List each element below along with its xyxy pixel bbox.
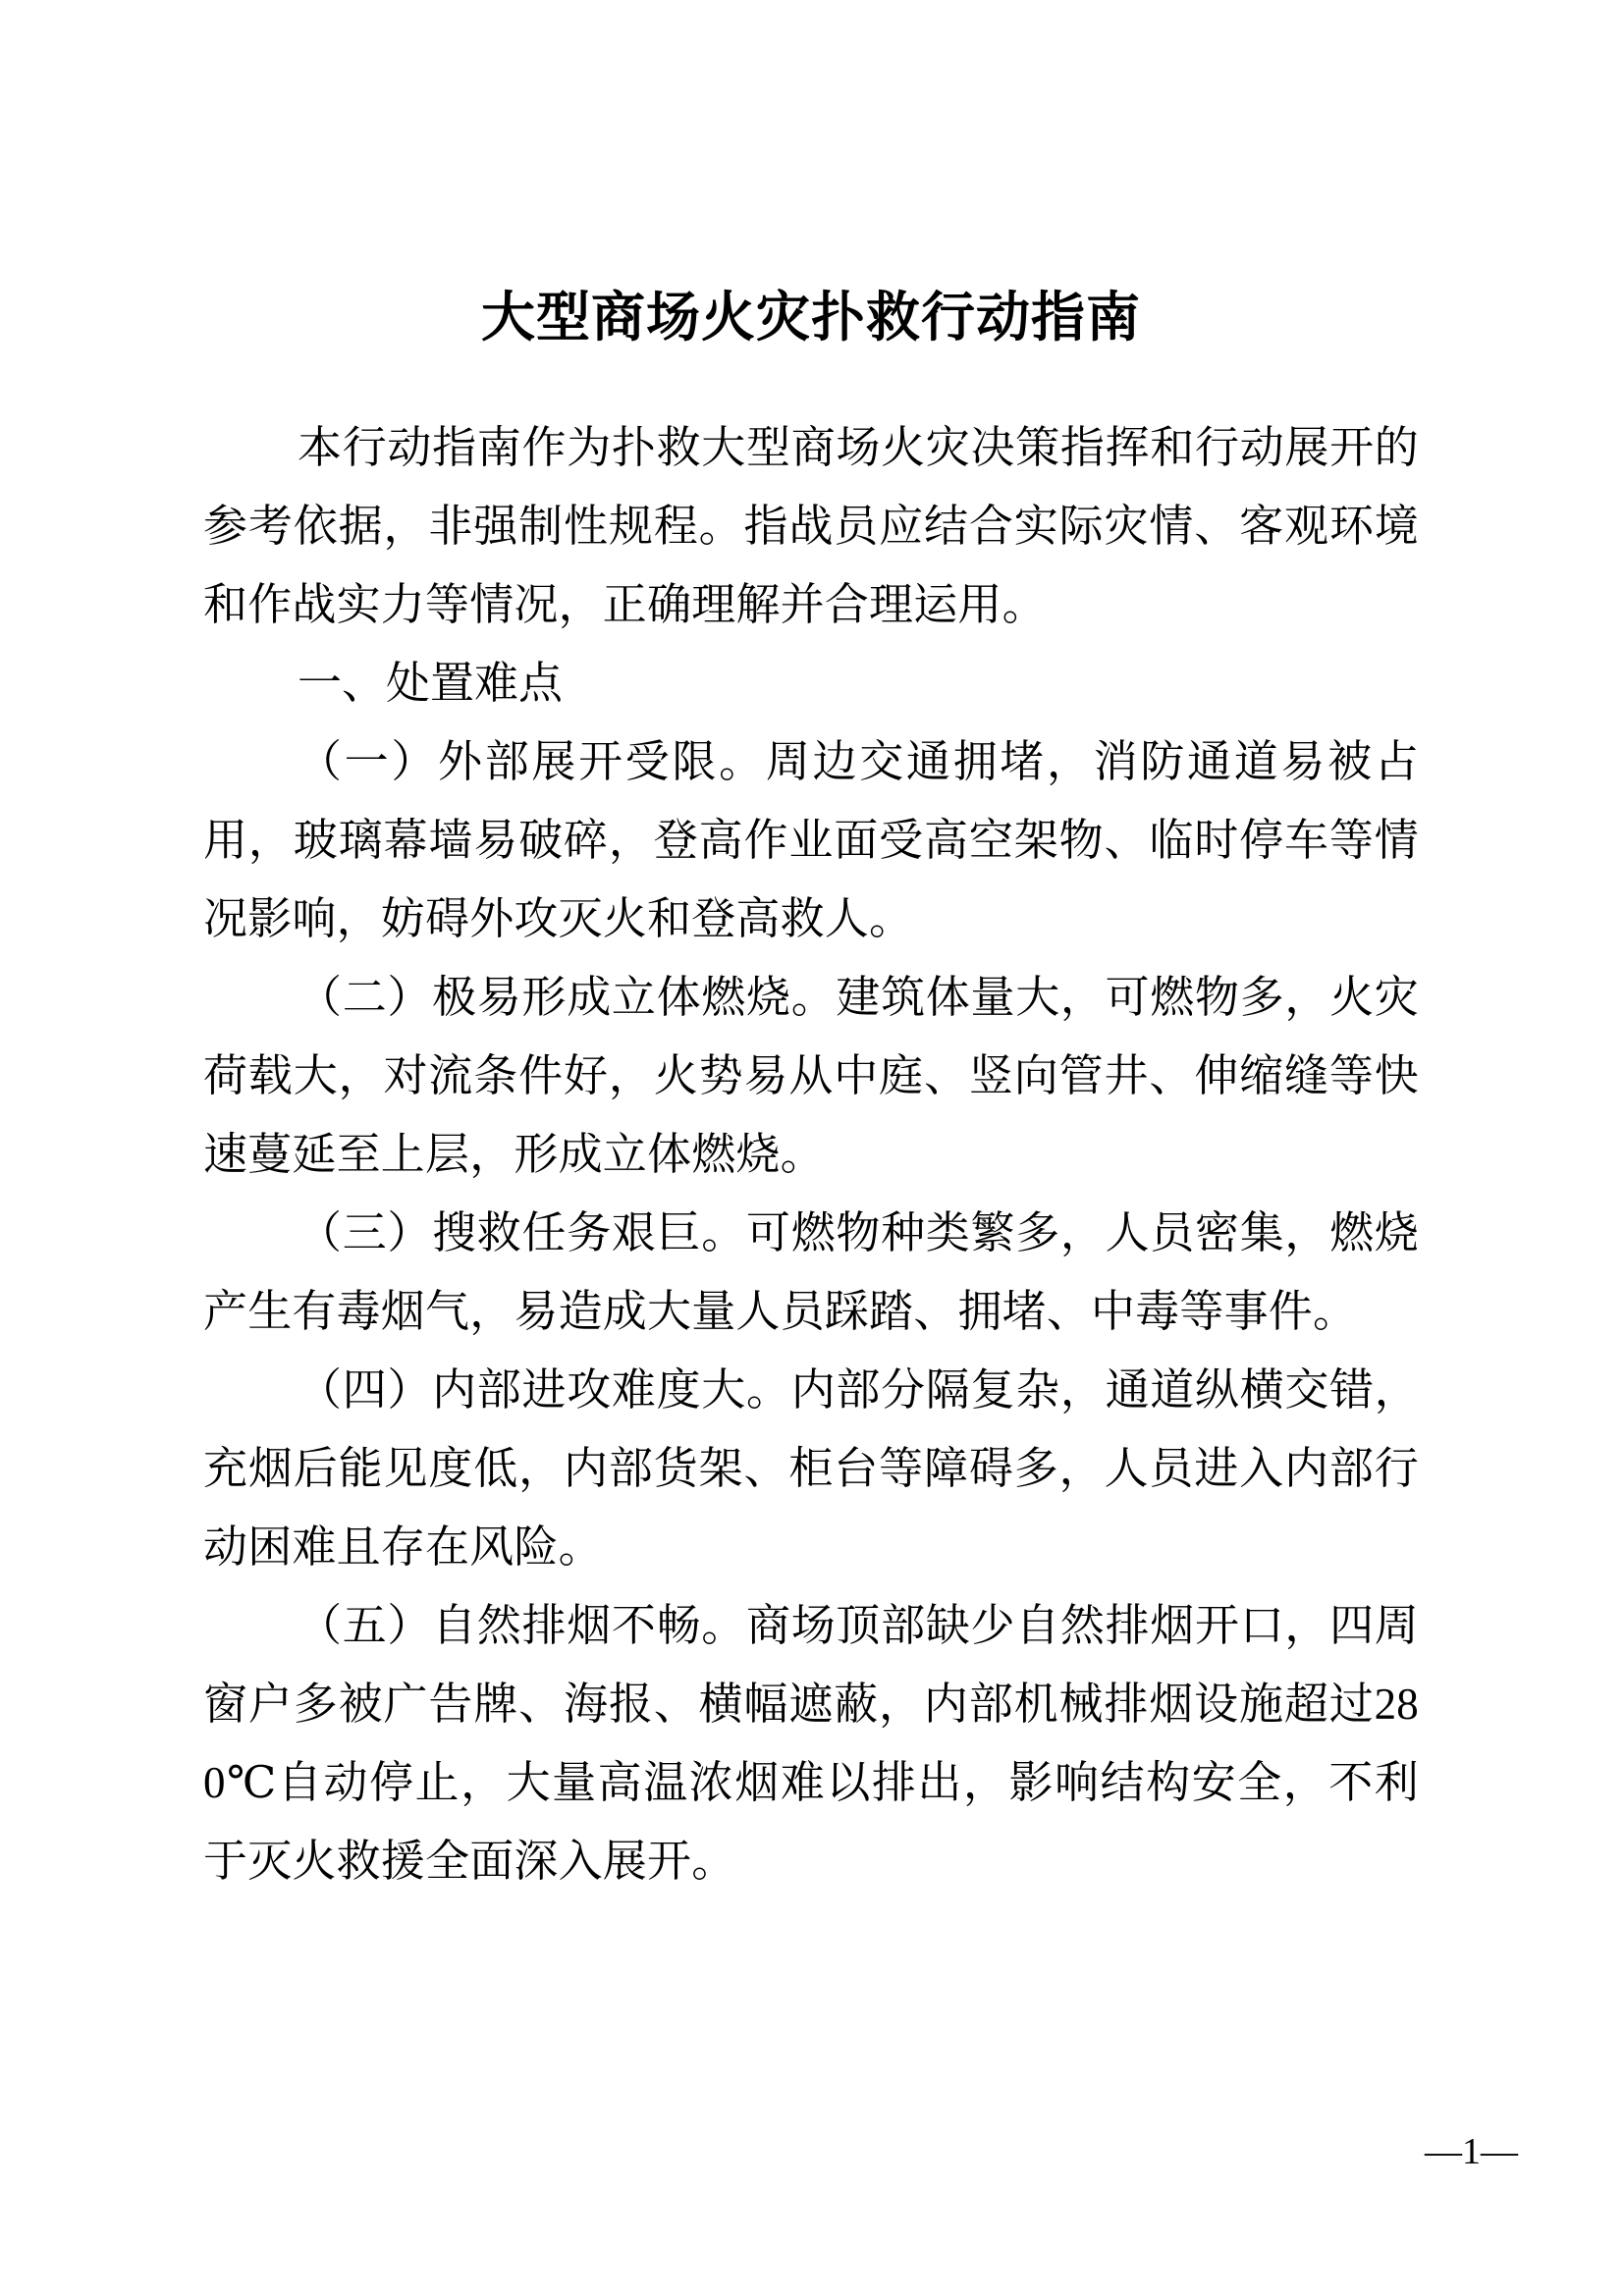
section-item-5-body-part-2: 自动停止，大量高温浓烟难以排出，影响结构安全，不利于灭火救援全面深入展开。 bbox=[203, 1757, 1419, 1886]
section-item-5 bbox=[203, 1586, 1419, 1900]
page-number: —1— bbox=[1425, 2131, 1518, 2172]
preamble-paragraph: 本行动指南作为扑救大型商场火灾决策指挥和行动展开的参考依据，非强制性规程。指战员应结合实际灾情、客观环境和作战实力等情况，正确理解并合理运用。 bbox=[203, 422, 1419, 629]
section-item-2: （二）极易形成立体燃烧。建筑体量大，可燃物多，火灾荷载大，对流条件好，火势易从中庭、竖向管井、伸缩缝等快速蔓延至上层，形成立体燃烧。 bbox=[203, 972, 1419, 1179]
section-heading-1: 一、处置难点 bbox=[298, 658, 564, 708]
section-item-5-topic: 自然排烟不畅。 bbox=[432, 1600, 747, 1650]
section-item-1: （一）外部展开受限。周边交通拥堵，消防通道易被占用，玻璃幕墙易破碎，登高作业面受高空架物、临时停车等情况影响，妨碍外攻灭火和登高救人。 bbox=[203, 736, 1419, 943]
section-item-5-temperature: 280℃ bbox=[203, 1680, 1419, 1807]
section-item-5-label: （五） bbox=[298, 1600, 433, 1650]
section-item-4: （四）内部进攻难度大。内部分隔复杂，通道纵横交错，充烟后能见度低，内部货架、柜台等障碍多，人员进入内部行动困难且存在风险。 bbox=[203, 1364, 1419, 1572]
section-item-5-body-part-1: 商场顶部缺少自然排烟开口，四周窗户多被广告牌、海报、横幅遮蔽，内部机械排烟设施超过 bbox=[203, 1600, 1419, 1729]
section-item-3: （三）搜救任务艰巨。可燃物种类繁多，人员密集，燃烧产生有毒烟气，易造成大量人员踩踏、拥堵、中毒等事件。 bbox=[203, 1207, 1419, 1336]
document-body bbox=[203, 0, 1419, 1900]
page-title: 大型商场火灾扑救行动指南 bbox=[480, 287, 1141, 347]
